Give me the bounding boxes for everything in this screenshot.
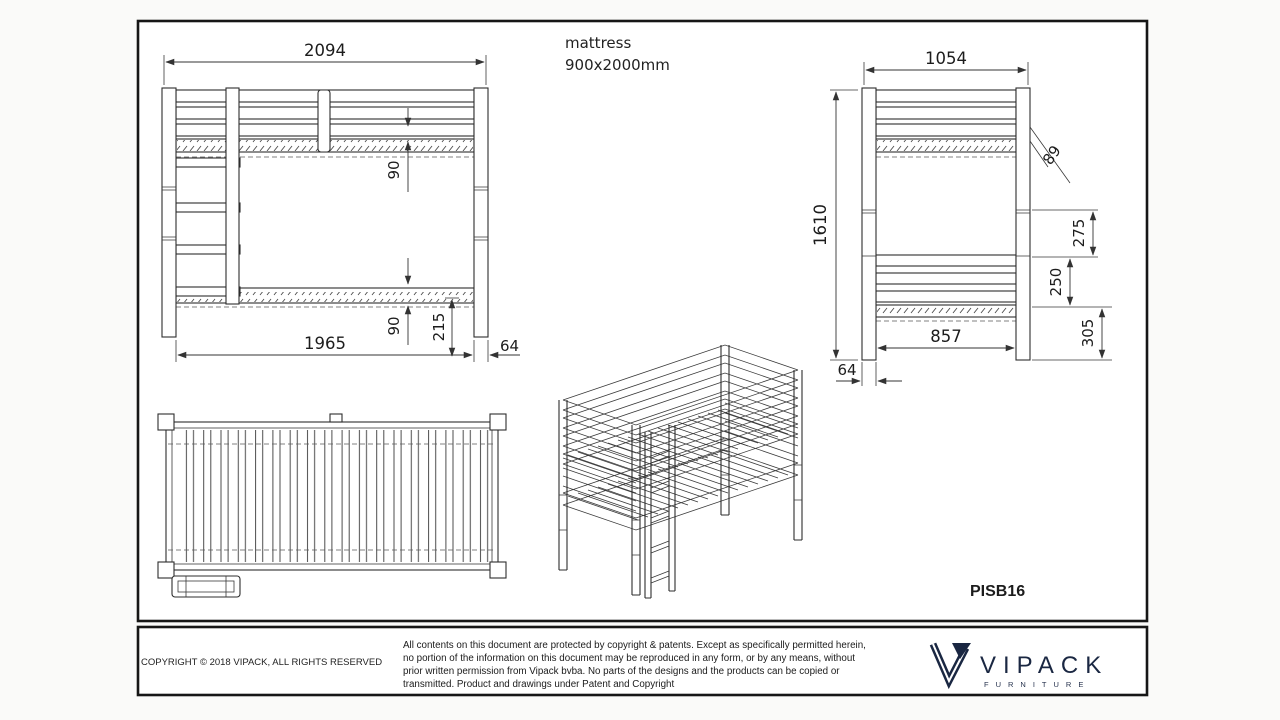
disclaimer-line: no portion of the information on this document may be reproduced in any form, or by any means, without (403, 653, 855, 664)
dim-rail-width: 89 (1039, 142, 1065, 169)
dim-post-width-side: 64 (500, 337, 520, 355)
left-post (162, 88, 176, 337)
dim-post-width-front: 64 (837, 361, 857, 379)
copyright-text: COPYRIGHT © 2018 VIPACK, ALL RIGHTS RESERVED (141, 657, 383, 668)
mattress-note-line2: 900x2000mm (565, 56, 670, 74)
guardrail-support-top (330, 414, 342, 422)
dim-overall-width: 1054 (925, 49, 967, 68)
right-post (474, 88, 488, 337)
top-plan-view (158, 414, 506, 597)
logo-sub-text: FURNITURE (984, 680, 1091, 689)
corner-post (490, 414, 506, 430)
corner-post (158, 414, 174, 430)
dim-overall-length: 2094 (304, 41, 346, 60)
dim-upper-rail: 90 (385, 160, 403, 180)
front-left-post (862, 88, 876, 360)
logo-brand-text: VIPACK (980, 652, 1109, 679)
dim-deck-height: 305 (1079, 318, 1097, 348)
dim-inner-length: 1965 (304, 334, 346, 353)
corner-post (490, 562, 506, 578)
ladder-top-view (172, 576, 240, 597)
slat-deck-top (178, 430, 490, 562)
guardrail-support (318, 90, 330, 152)
dim-inner-width: 857 (930, 327, 962, 346)
dim-overall-height: 1610 (811, 204, 830, 246)
product-code: PISB16 (970, 583, 1026, 600)
front-right-post (1016, 88, 1030, 360)
disclaimer-line: All contents on this document are protected by copyright & patents. Except as specifically permitted herein, (403, 640, 866, 651)
disclaimer-line: transmitted. Product and drawings under Patent and Copyright (403, 679, 675, 690)
dim-upper-gap: 275 (1070, 218, 1088, 248)
disclaimer-line: prior written permission from Vipack bvba. No parts of the designs and the products can be copied or (403, 666, 840, 677)
corner-post (158, 562, 174, 578)
mattress-note-line1: mattress (565, 34, 632, 52)
dim-mid-gap: 250 (1047, 267, 1065, 297)
dim-lower-rail: 90 (385, 316, 403, 336)
dim-leg-height: 215 (430, 312, 448, 342)
